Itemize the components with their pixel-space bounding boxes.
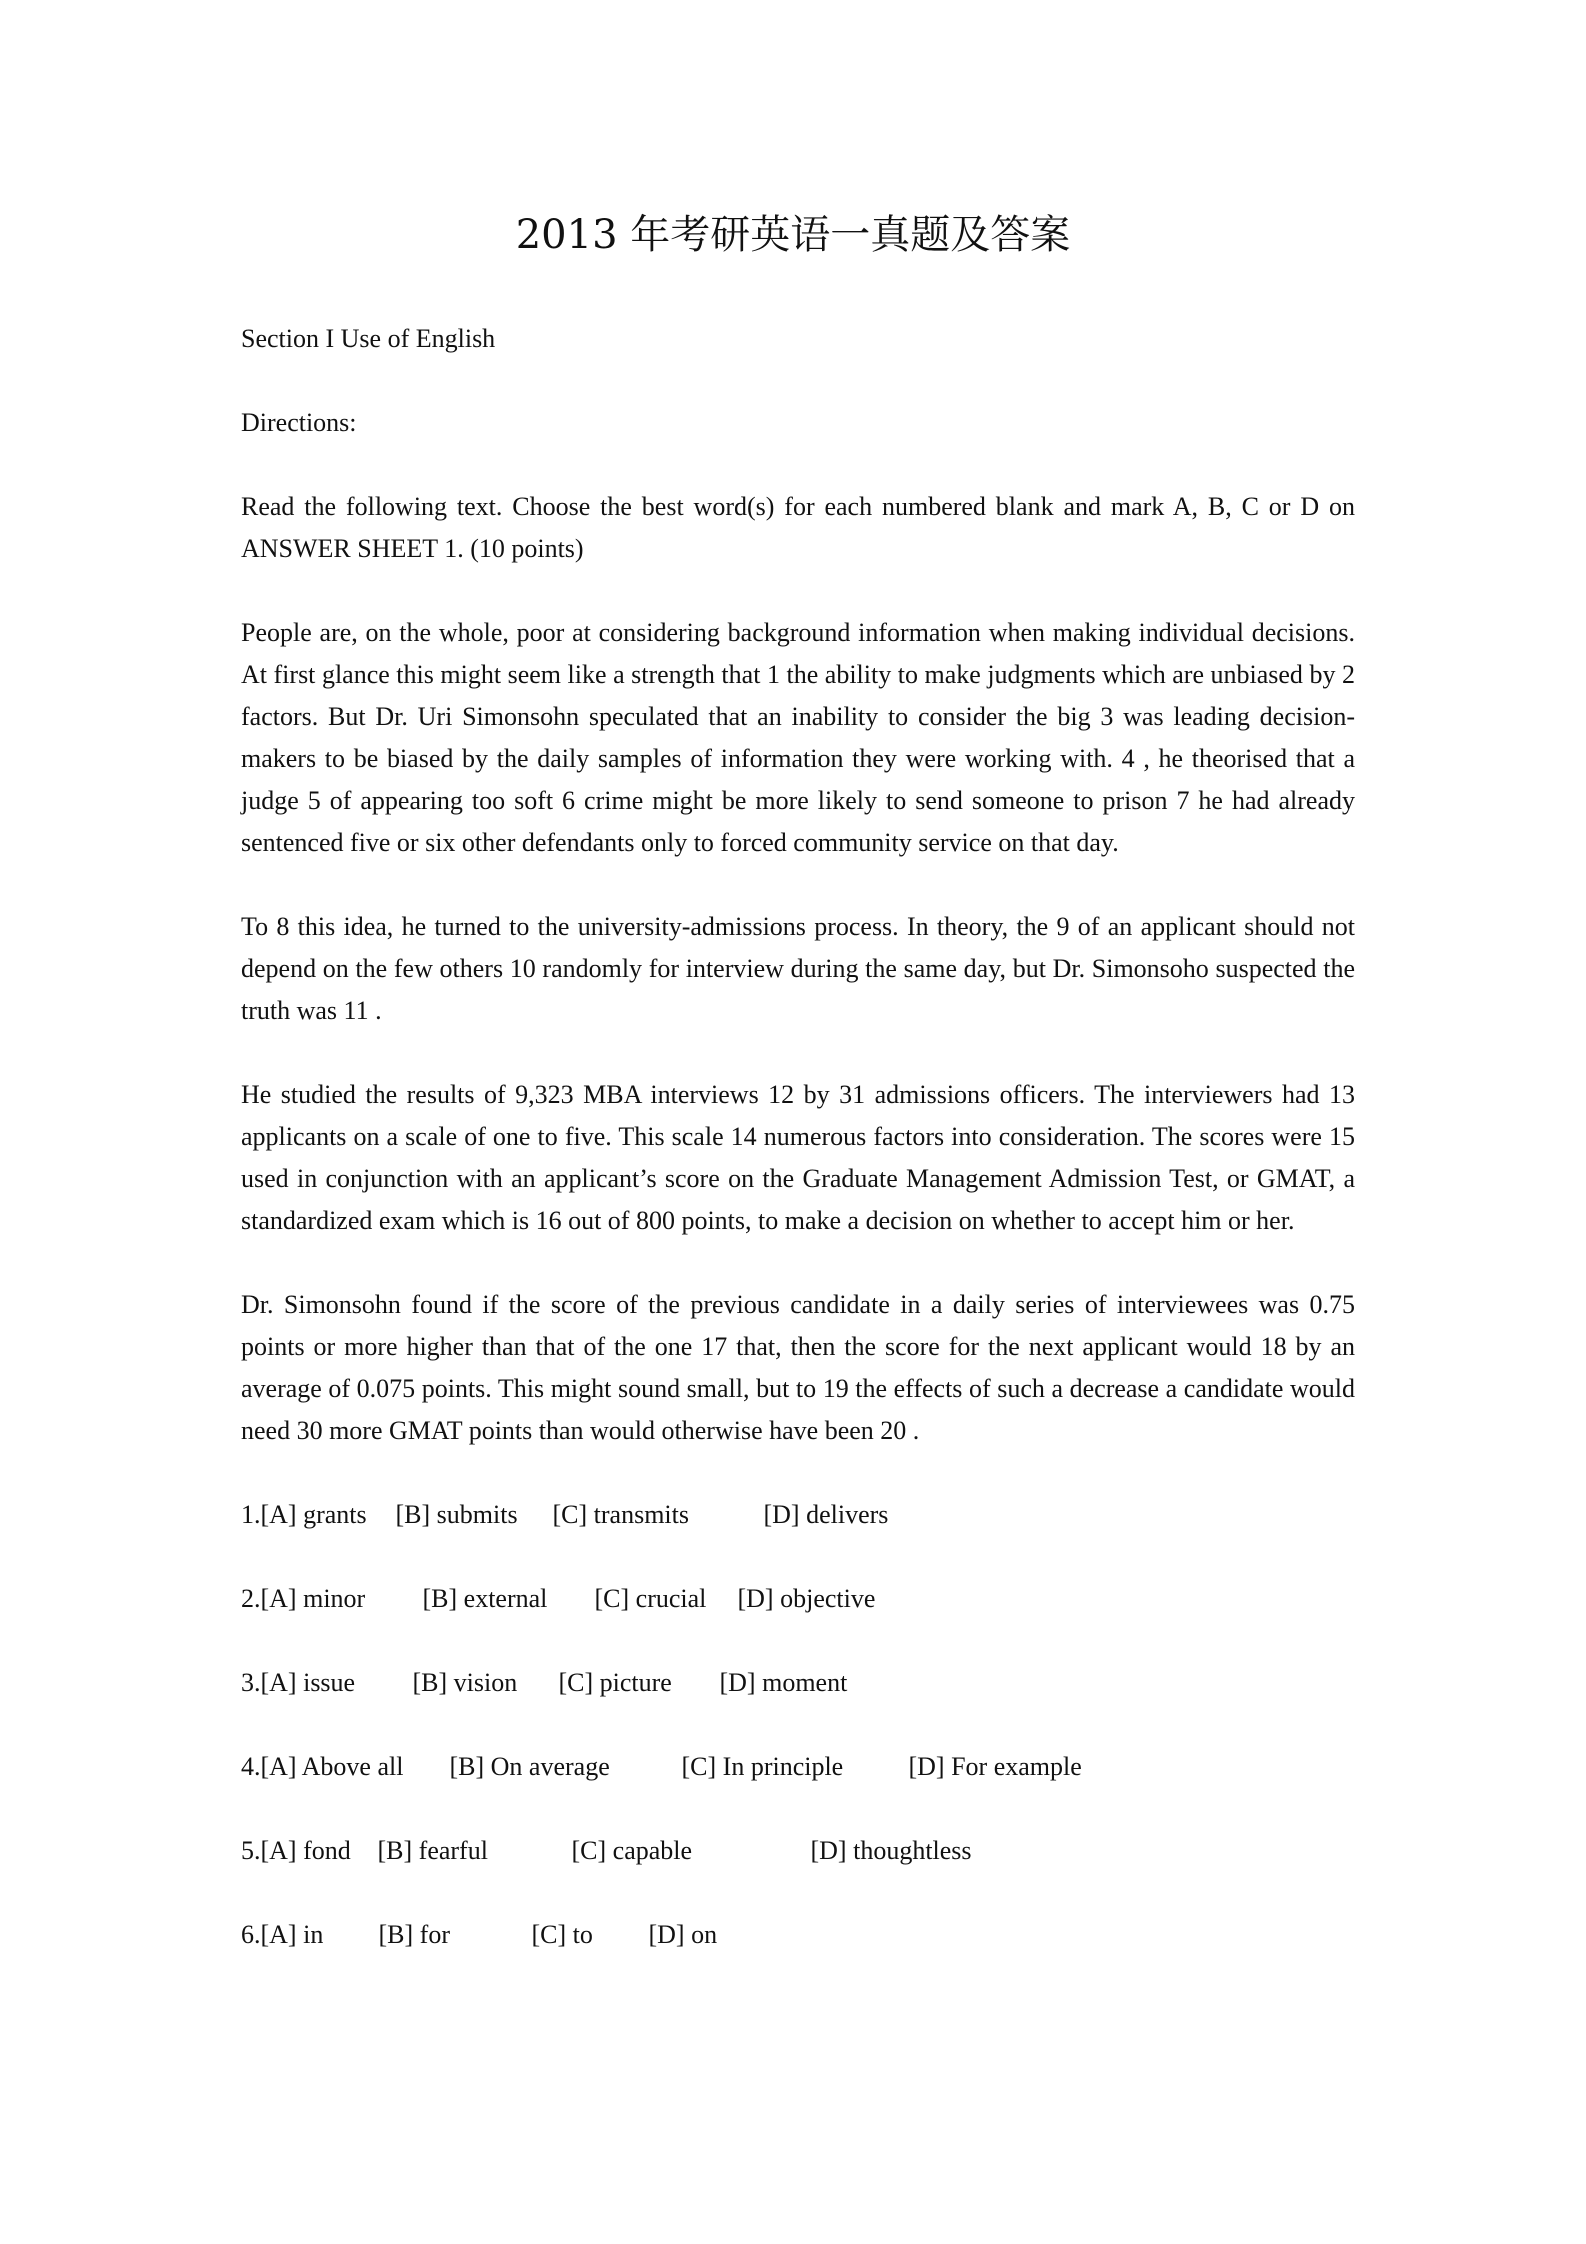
option-b: [B] vision <box>412 1668 518 1697</box>
option-c: [C] transmits <box>552 1500 689 1529</box>
option-c: [C] In principle <box>681 1752 844 1781</box>
directions-text: Read the following text. Choose the best word(s) for each numbered blank and mark A, B, C or D on ANSWER SHEET 1. (10 points) <box>241 492 1355 563</box>
option-a: [A] grants <box>260 1500 367 1529</box>
document-title: 2013 年考研英语一真题及答案 <box>515 212 1071 258</box>
question-number: 3. <box>241 1668 261 1697</box>
directions-label: Directions: <box>241 408 357 437</box>
passage-paragraph-3: He studied the results of 9,323 MBA interviews 12 by 31 admissions officers. The interviewers had 13 applicants on a scale of one to five. This scale 14 numerous factors into consideration. The scores were 15 used in conjunction with an applicant’s score on the Graduate Management Admission Test, or GMAT, a standardized exam which is 16 out of 800 points, to make a decision on whether to accept him or her. <box>241 1080 1355 1235</box>
question-5 <box>241 1830 1355 1872</box>
option-b: [B] external <box>422 1584 548 1613</box>
question-6 <box>241 1914 1355 1956</box>
question-number: 5. <box>241 1836 261 1865</box>
option-c: [C] picture <box>558 1668 672 1697</box>
question-number: 2. <box>241 1584 261 1613</box>
option-b: [B] submits <box>395 1500 518 1529</box>
document-body <box>241 318 1355 1998</box>
option-a: [A] minor <box>260 1584 366 1613</box>
question-4 <box>241 1746 1355 1788</box>
option-d: [D] delivers <box>763 1500 889 1529</box>
option-b: [B] On average <box>449 1752 610 1781</box>
question-2 <box>241 1578 1355 1620</box>
option-d: [D] objective <box>737 1584 876 1613</box>
option-a: [A] fond <box>260 1836 351 1865</box>
option-a: [A] in <box>260 1920 324 1949</box>
option-b: [B] for <box>378 1920 450 1949</box>
passage-paragraph-2: To 8 this idea, he turned to the university-admissions process. In theory, the 9 of an applicant should not depend on the few others 10 randomly for interview during the same day, but Dr. Simonsoho suspected the truth was 11 . <box>241 912 1355 1025</box>
option-b: [B] fearful <box>377 1836 488 1865</box>
question-1 <box>241 1494 1355 1536</box>
option-d: [D] For example <box>908 1752 1082 1781</box>
passage-paragraph-4: Dr. Simonsohn found if the score of the previous candidate in a daily series of interviewees was 0.75 points or more higher than that of the one 17 that, then the score for the next applicant would 18 by an average of 0.075 points. This might sound small, but to 19 the effects of such a decrease a candidate would need 30 more GMAT points than would otherwise have been 20 . <box>241 1290 1355 1445</box>
question-number: 1. <box>241 1500 261 1529</box>
passage-paragraph-1: People are, on the whole, poor at considering background information when making individual decisions. At first glance this might seem like a strength that 1 the ability to make judgments which are unbiased by 2 factors. But Dr. Uri Simonsohn speculated that an inability to consider the big 3 was leading decision-makers to be biased by the daily samples of information they were working with. 4 , he theorised that a judge 5 of appearing too soft 6 crime might be more likely to send someone to prison 7 he had already sentenced five or six other defendants only to forced community service on that day. <box>241 618 1355 857</box>
question-3 <box>241 1662 1355 1704</box>
option-d: [D] on <box>648 1920 718 1949</box>
option-d: [D] thoughtless <box>810 1836 972 1865</box>
option-a: [A] Above all <box>260 1752 404 1781</box>
question-number: 4. <box>241 1752 261 1781</box>
option-c: [C] capable <box>571 1836 693 1865</box>
option-a: [A] issue <box>260 1668 356 1697</box>
option-c: [C] to <box>531 1920 593 1949</box>
option-d: [D] moment <box>719 1668 848 1697</box>
section-heading: Section I Use of English <box>241 324 496 353</box>
question-number: 6. <box>241 1920 261 1949</box>
option-c: [C] crucial <box>594 1584 707 1613</box>
